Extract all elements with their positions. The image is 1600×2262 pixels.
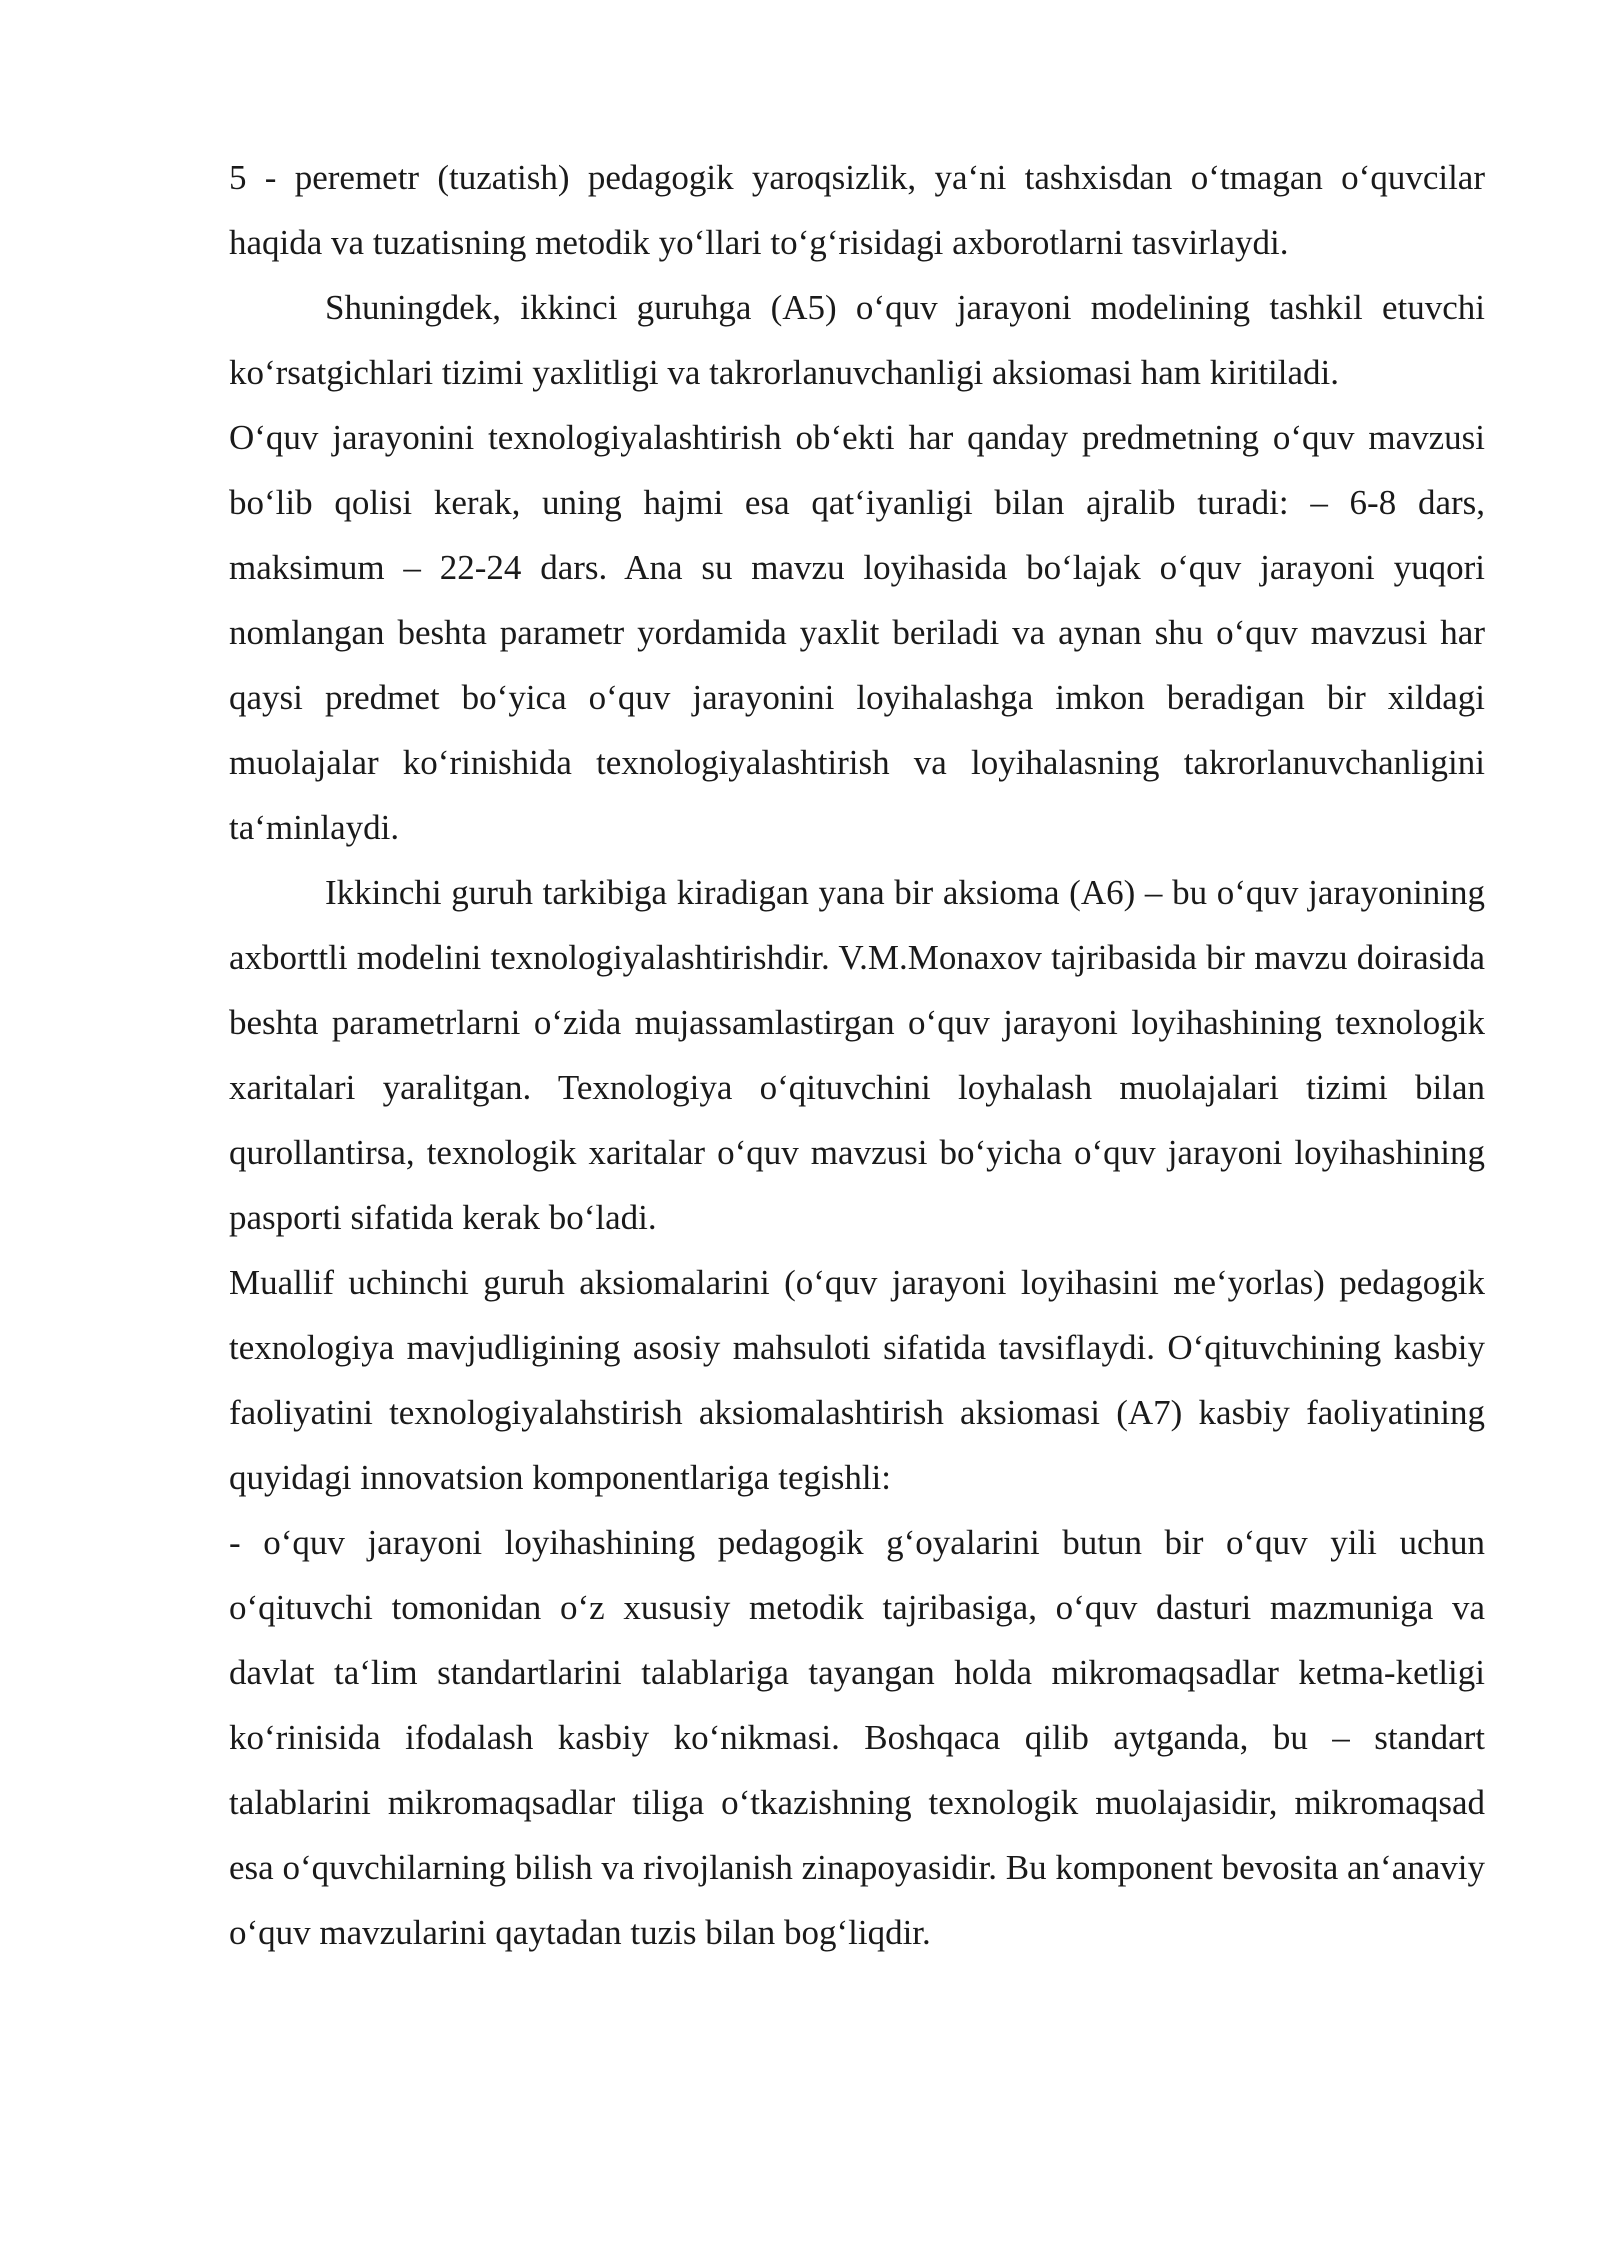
paragraph-1: 5 - peremetr (tuzatish) pedagogik yaroqsizlik, ya‘ni tashxisdan o‘tmagan o‘quvcilar haqida va tuzatisning metodik yo‘llari to‘g‘risidagi axborotlarni tasvirlaydi.: [229, 158, 1485, 262]
document-page: [229, 145, 1485, 1965]
paragraph-5: Muallif uchinchi guruh aksiomalarini (o‘quv jarayoni loyihasini me‘yorlas) pedagogik texnologiya mavjudligining asosiy mahsuloti sifatida tavsiflaydi. O‘qituvchining kasbiy faoliyatini texnologiyalahstirish aksiomalashtirish aksiomasi (A7) kasbiy faoliyatining quyidagi innovatsion komponentlariga tegishli:: [229, 1263, 1485, 1497]
paragraph-4: Ikkinchi guruh tarkibiga kiradigan yana bir aksioma (A6) – bu o‘quv jarayonining axborttli modelini texnologiyalashtirishdir. V.M.Monaxov tajribasida bir mavzu doirasida beshta parametrlarni o‘zida mujassamlastirgan o‘quv jarayoni loyihashining texnologik xaritalari yaralitgan. Texnologiya o‘qituvchini loyhalash muolajalari tizimi bilan qurollantirsa, texnologik xaritalar o‘quv mavzusi bo‘yicha o‘quv jarayoni loyihashining pasporti sifatida kerak bo‘ladi.: [229, 873, 1485, 1237]
paragraph-3: O‘quv jarayonini texnologiyalashtirish ob‘ekti har qanday predmetning o‘quv mavzusi bo‘lib qolisi kerak, uning hajmi esa qat‘iyanligi bilan ajralib turadi: – 6-8 dars, maksimum – 22-24 dars. Ana su mavzu loyihasida bo‘lajak o‘quv jarayoni yuqori nomlangan beshta parametr yordamida yaxlit beriladi va aynan shu o‘quv mavzusi har qaysi predmet bo‘yica o‘quv jarayonini loyihalashga imkon beradigan bir xildagi muolajalar ko‘rinishida texnologiyalashtirish va loyihalasning takrorlanuvchanligini ta‘minlaydi.: [229, 418, 1485, 847]
paragraph-2: Shuningdek, ikkinci guruhga (A5) o‘quv jarayoni modelining tashkil etuvchi ko‘rsatgichlari tizimi yaxlitligi va takrorlanuvchanligi aksiomasi ham kiritiladi.: [229, 288, 1485, 392]
paragraph-6: - o‘quv jarayoni loyihashining pedagogik g‘oyalarini butun bir o‘quv yili uchun o‘qituvchi tomonidan o‘z xususiy metodik tajribasiga, o‘quv dasturi mazmuniga va davlat ta‘lim standartlarini talablariga tayangan holda mikromaqsadlar ketma-ketligi ko‘rinisida ifodalash kasbiy ko‘nikmasi. Boshqaca qilib aytganda, bu – standart talablarini mikromaqsadlar tiliga o‘tkazishning texnologik muolajasidir, mikromaqsad esa o‘quvchilarning bilish va rivojlanish zinapoyasidir. Bu komponent bevosita an‘anaviy o‘quv mavzularini qaytadan tuzis bilan bog‘liqdir.: [229, 1523, 1485, 1952]
